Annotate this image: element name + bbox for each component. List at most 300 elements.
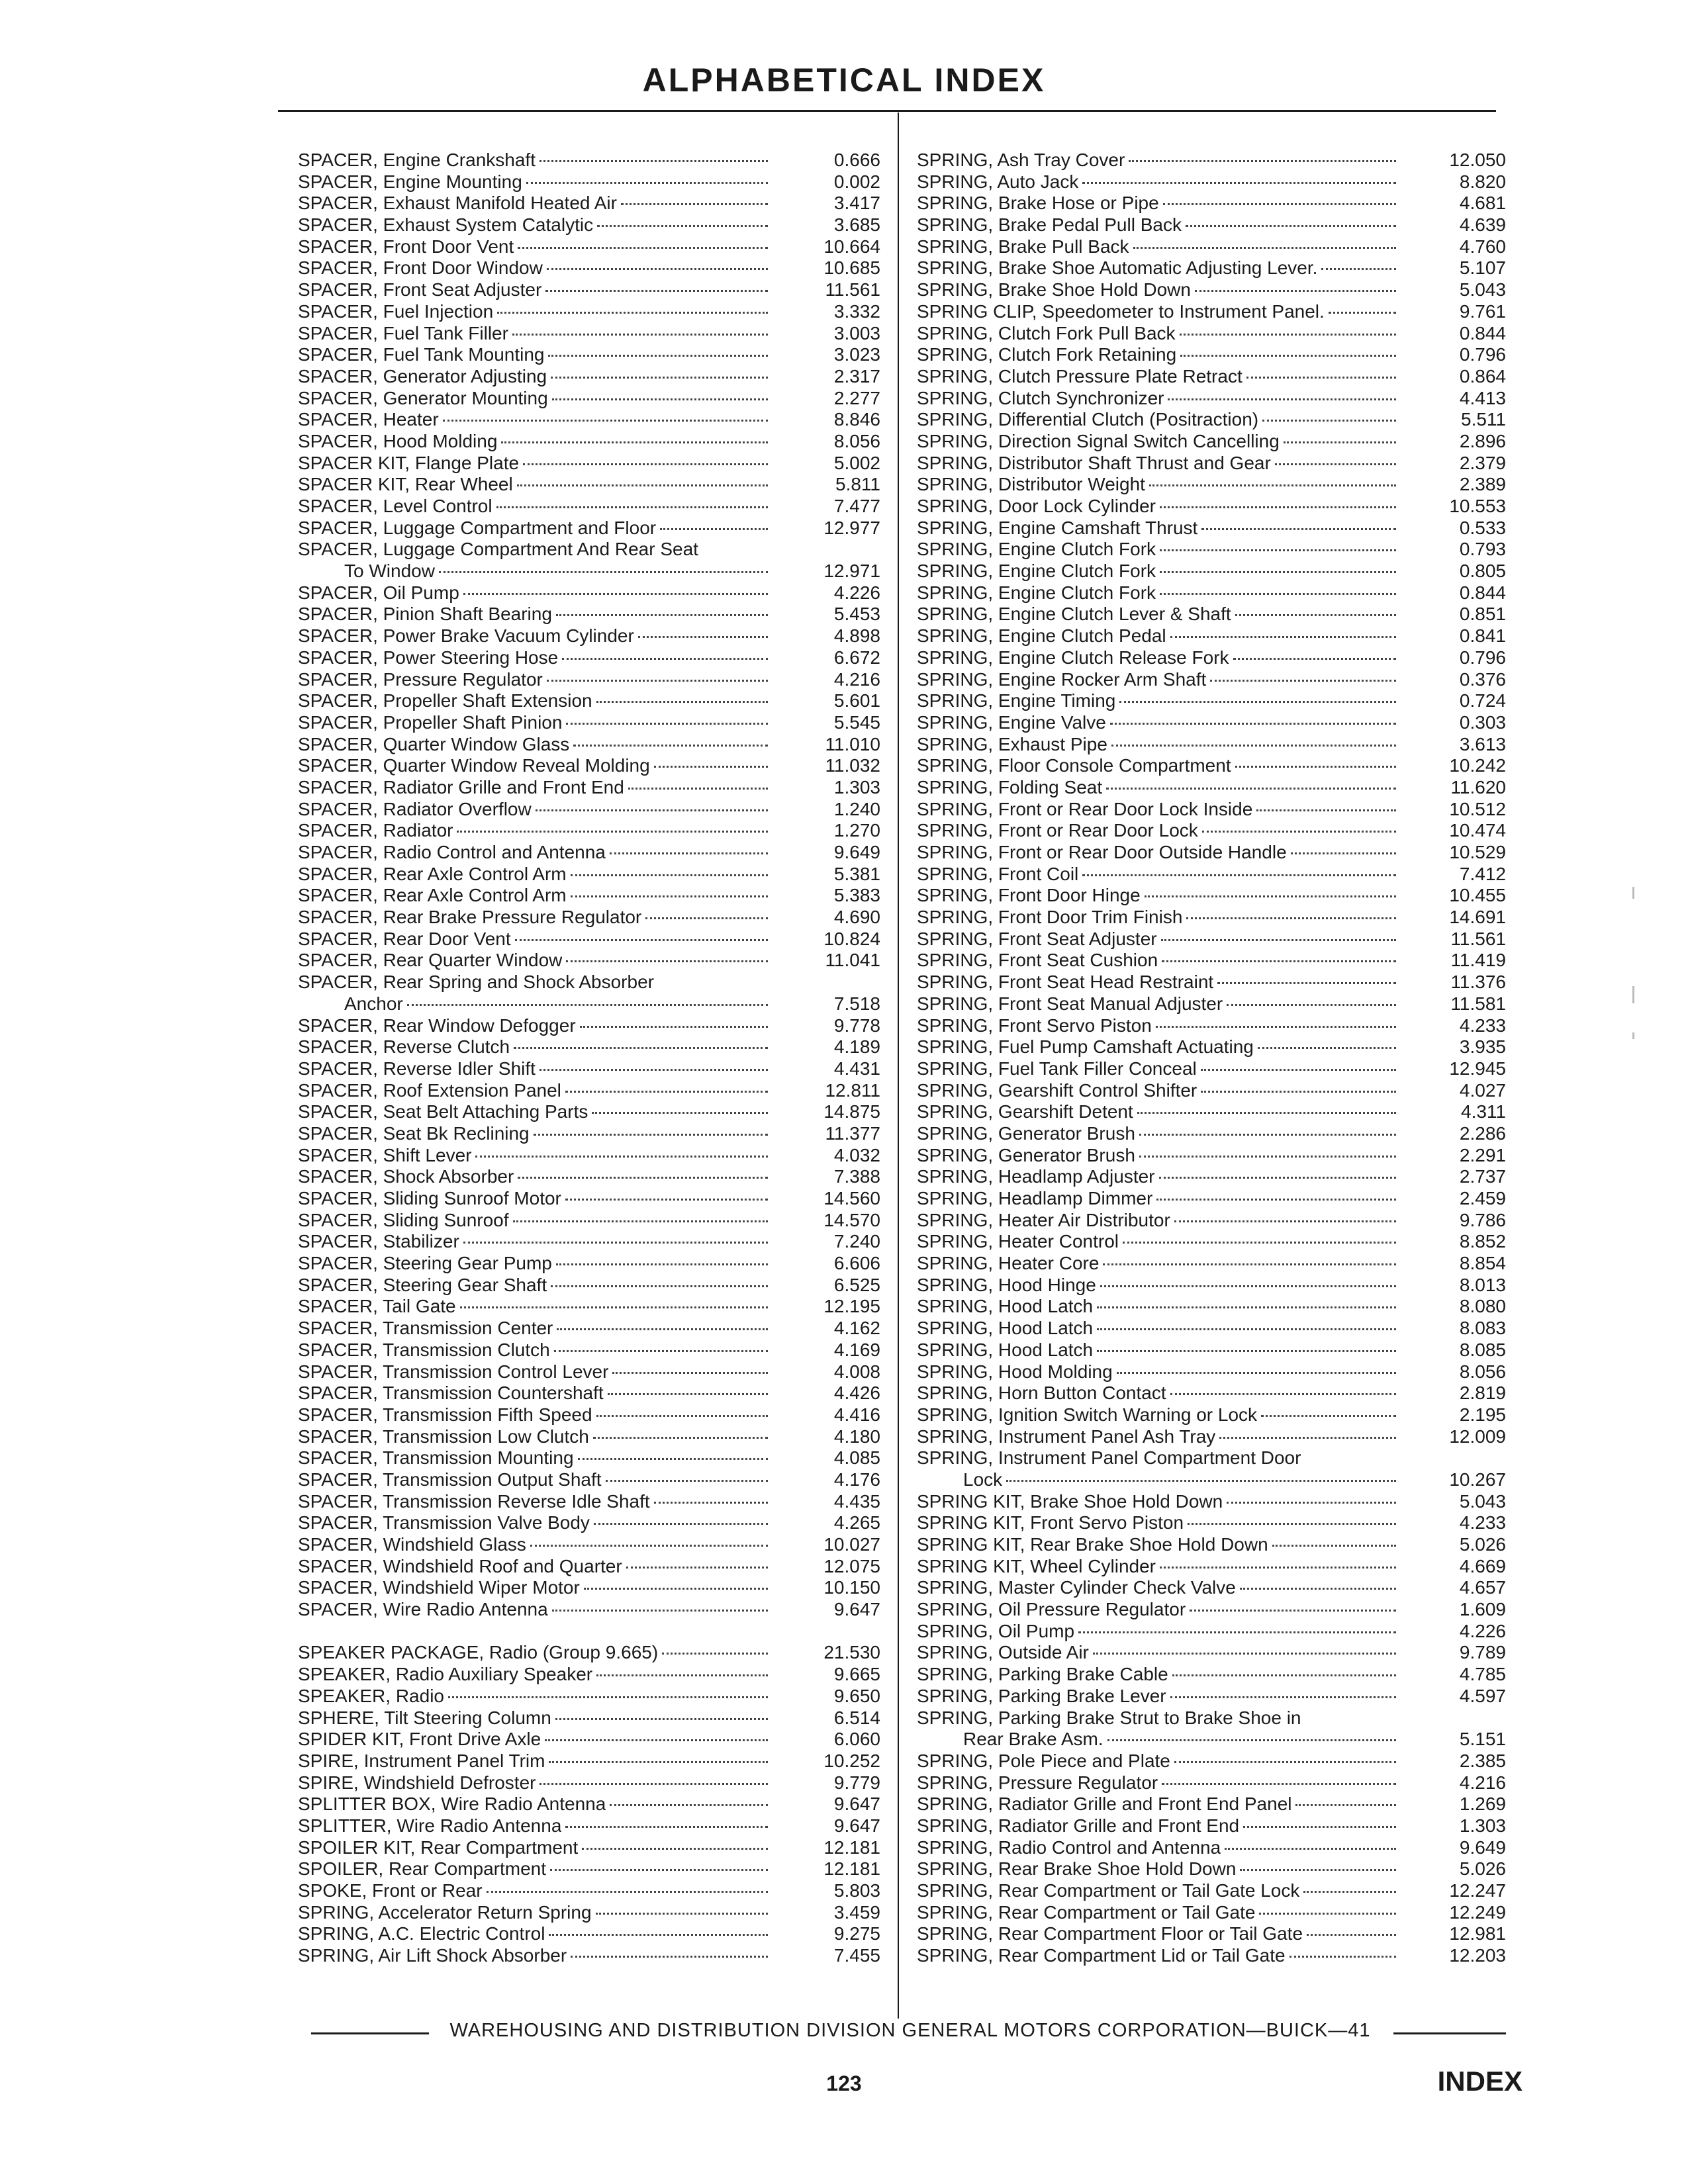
index-entry [917,1383,1506,1404]
index-entry-group-number: 10.027 [823,1534,880,1555]
dot-leader [547,680,768,682]
index-entry-name: SPRING, Rear Compartment Lid or Tail Gate [917,1945,1286,1966]
index-entry [298,1383,880,1404]
index-entry-group-number: 12.981 [1449,1923,1506,1944]
index-entry [298,1275,880,1297]
index-entry [917,1426,1506,1448]
dot-leader [1262,420,1396,422]
index-entry [298,1599,880,1621]
index-entry-group-number: 5.601 [833,690,880,711]
index-entry [298,301,880,323]
index-entry-group-number: 12.181 [823,1837,880,1858]
index-entry [917,236,1506,258]
index-entry [298,279,880,301]
index-entry-group-number: 4.176 [833,1469,880,1490]
dot-leader [1291,852,1396,854]
index-entry-group-number: 1.303 [833,776,880,797]
index-entry [917,1036,1506,1058]
index-entry-name: SPACER, Reverse Clutch [298,1036,510,1058]
index-entry-name: SPACER, Transmission Center [298,1318,553,1339]
dot-leader [660,528,768,530]
dot-leader [518,1177,768,1179]
index-entry-name: SPRING, Accelerator Return Spring [298,1901,592,1923]
index-entry-group-number: 12.249 [1449,1901,1506,1923]
index-entry [917,1275,1506,1297]
index-entry [298,1404,880,1426]
dot-leader [517,484,768,486]
dot-leader [1159,1177,1397,1179]
dot-leader [580,1026,768,1028]
index-entry-group-number: 10.529 [1449,842,1506,862]
dot-leader [1078,1631,1396,1633]
index-entry-name: SPRING, Ignition Switch Warning or Lock [917,1404,1258,1425]
dot-leader [1172,1674,1396,1676]
index-entry-group-number: 0.303 [1459,711,1506,733]
index-entry-name: SPRING, Parking Brake Lever [917,1685,1166,1706]
index-entry [298,496,880,518]
index-entry [917,518,1506,539]
index-entry-name: SPACER, Roof Extension Panel [298,1079,561,1101]
index-entry-group-number: 1.240 [833,798,880,819]
index-entry-group-number: 14.560 [823,1188,880,1208]
index-entry-name: SPACER, Pressure Regulator [298,668,543,690]
index-entry-name: SPACER, Quarter Window Reveal Molding [298,755,650,776]
index-entry-group-number: 9.649 [1459,1837,1506,1858]
index-entry-group-number: 0.002 [833,171,880,192]
index-entry [917,1404,1506,1426]
dot-leader [582,1848,768,1850]
index-entry [298,885,880,907]
index-column-left [298,150,880,1967]
dot-leader [562,658,768,660]
index-entry-group-number: 11.561 [1450,928,1506,949]
index-entry [298,625,880,647]
index-entry [917,777,1506,799]
index-entry-name: SPOKE, Front or Rear [298,1880,483,1901]
index-entry [917,1599,1506,1621]
index-entry [917,1556,1506,1578]
index-entry-name: SPRING, Floor Console Compartment [917,755,1231,776]
index-entry [298,518,880,539]
index-entry-name: SPRING, Brake Shoe Automatic Adjusting Lever. [917,257,1318,279]
index-entry-group-number: 9.665 [833,1664,880,1685]
dot-leader [1186,225,1396,227]
index-entry [917,734,1506,756]
index-entry-name: SPACER, Transmission Countershaft [298,1383,604,1404]
index-entry-group-number: 6.514 [833,1707,880,1728]
index-entry-name: SPRING, Gearshift Detent [917,1101,1133,1122]
dot-leader [539,160,768,162]
index-entry [298,1491,880,1513]
dot-leader [501,441,768,443]
index-entry [298,993,880,1015]
index-entry-name: SPRING, Engine Clutch Fork [917,539,1156,560]
index-entry [298,1426,880,1448]
dot-leader [556,1263,768,1265]
index-entry [917,1794,1506,1815]
index-entry [298,1036,880,1058]
index-entry-name: SPACER, Transmission Reverse Idle Shaft [298,1490,650,1512]
index-entry-name: SPACER, Rear Quarter Window [298,950,563,971]
index-entry-group-number: 0.844 [1459,322,1506,343]
index-entry-group-number: 11.581 [1450,993,1506,1014]
dot-leader [1111,745,1396,747]
index-entry [917,1751,1506,1772]
index-entry-name: SPEAKER, Radio [298,1685,444,1706]
dot-leader [578,1458,768,1460]
index-entry-name: SPOILER, Rear Compartment [298,1858,547,1880]
index-entry-group-number: 12.971 [823,561,880,582]
index-entry [298,344,880,366]
index-entry-name: SPRING, Engine Clutch Pedal [917,625,1166,647]
index-entry-name: SPACER, Fuel Injection [298,300,494,322]
index-entry-name: SPRING, A.C. Electric Control [298,1923,545,1944]
dot-leader [1303,1891,1396,1893]
index-entry-name: SPRING KIT, Rear Brake Shoe Hold Down [917,1534,1268,1555]
dot-leader [551,377,768,379]
index-entry-name: SPRING, Front Door Hinge [917,885,1141,906]
index-entry-name: SPACER, Seat Belt Attaching Parts [298,1101,588,1122]
index-entry-group-number: 4.760 [1459,236,1506,257]
index-entry [917,453,1506,475]
index-entry-name: SPRING, Outside Air [917,1642,1089,1663]
index-entry-group-number: 14.570 [823,1209,880,1230]
dot-leader [514,1047,768,1049]
dot-leader [1093,1653,1396,1655]
index-entry-group-number: 8.013 [1459,1274,1506,1295]
index-entry [917,1880,1506,1902]
index-entry [917,409,1506,431]
dot-leader [407,1004,768,1006]
dot-leader [1119,701,1396,703]
dot-leader [610,1804,768,1806]
index-entry [917,690,1506,712]
index-entry-group-number: 5.545 [833,711,880,733]
index-entry-group-number: 5.026 [1459,1858,1506,1880]
index-entry-name: SPRING, Radio Control and Antenna [917,1837,1221,1858]
index-entry-group-number: 11.377 [825,1122,880,1144]
dot-leader [526,182,768,184]
index-entry-name: SPACER, Propeller Shaft Extension [298,690,592,711]
index-entry-name: SPRING, Headlamp Adjuster [917,1166,1155,1187]
dot-leader [571,1956,768,1958]
dot-leader [1225,1848,1396,1850]
index-entry-name: Lock [963,1469,1003,1490]
dot-leader [1217,982,1396,984]
index-entry-name: SPRING CLIP, Speedometer to Instrument Panel. [917,300,1325,322]
index-entry-name: SPRING, Fuel Tank Filler Conceal [917,1058,1197,1079]
index-entry [298,323,880,345]
page-title: ALPHABETICAL INDEX [642,62,1046,99]
index-entry-name: SPRING, Hood Latch [917,1318,1094,1339]
index-entry [298,777,880,799]
index-entry [917,950,1506,972]
index-entry [917,279,1506,301]
index-entry [298,1361,880,1383]
index-entry [298,582,880,604]
index-entry-group-number: 11.041 [825,950,880,971]
index-entry-name: SPACER KIT, Rear Wheel [298,474,513,495]
index-entry [298,1145,880,1167]
index-entry-name: SPACER, Transmission Output Shaft [298,1469,602,1490]
dot-leader [571,874,768,876]
index-entry-name: SPACER, Tail Gate [298,1296,456,1317]
dot-leader [1110,723,1396,725]
dot-leader [596,1415,768,1417]
dot-leader [552,398,768,400]
index-entry-group-number: 9.649 [833,842,880,862]
title-rule [278,110,1496,112]
index-entry-group-number: 4.435 [833,1490,880,1512]
index-entry [298,1664,880,1686]
index-entry [917,431,1506,453]
index-entry-name: SPRING, Front or Rear Door Lock [917,820,1198,841]
index-entry-name: SPRING, Distributor Shaft Thrust and Gear [917,452,1271,473]
index-entry-name: SPACER, Oil Pump [298,582,459,603]
index-entry-group-number: 5.811 [835,474,880,495]
index-entry-name: SPRING, Clutch Fork Retaining [917,344,1177,365]
dot-leader [530,1545,768,1547]
dot-leader [1256,809,1396,811]
dot-leader [597,225,768,227]
dot-leader [1321,268,1396,270]
index-entry-name: SPACER, Shift Lever [298,1144,472,1165]
index-entry [917,1015,1506,1037]
index-entry [298,604,880,625]
dot-leader [1162,960,1396,962]
dot-leader [518,247,768,249]
dot-leader [565,1091,768,1093]
index-entry-group-number: 12.050 [1449,150,1506,170]
index-entry [298,539,880,561]
footer-text: WAREHOUSING AND DISTRIBUTION DIVISION GENERAL MOTORS CORPORATION—BUICK—41 [449,2020,1371,2041]
index-entry-group-number: 4.008 [833,1361,880,1382]
index-entry-name: SPRING KIT, Brake Shoe Hold Down [917,1490,1223,1512]
dot-leader [1261,1415,1396,1417]
index-gap [298,1621,880,1643]
footer-rule-left [311,2032,429,2034]
index-entry-group-number: 2.385 [1459,1750,1506,1771]
index-entry [917,344,1506,366]
dot-leader [463,1242,768,1244]
index-entry-name: To Window [344,561,435,582]
index-entry [917,366,1506,388]
dot-leader [596,1913,768,1915]
dot-leader [1097,1306,1396,1308]
index-entry [298,1945,880,1967]
index-entry-group-number: 2.819 [1459,1383,1506,1404]
dot-leader [534,1134,768,1136]
index-entry [917,1447,1506,1469]
index-entry [917,474,1506,496]
index-entry-name: SPRING, Brake Hose or Pipe [917,193,1159,214]
index-entry-group-number: 6.525 [833,1274,880,1295]
index-entry-group-number: 4.669 [1459,1555,1506,1576]
index-entry-group-number: 4.226 [1459,1620,1506,1641]
index-entry-group-number: 4.898 [833,625,880,647]
index-entry-group-number: 21.530 [823,1642,880,1663]
index-entry [917,907,1506,929]
index-entry-name: SPLITTER BOX, Wire Radio Antenna [298,1794,606,1815]
dot-leader [1160,571,1396,573]
dot-leader [1168,398,1396,400]
dot-leader [513,1220,768,1222]
dot-leader [1174,1761,1396,1763]
index-entry-name: SPACER, Generator Mounting [298,387,548,408]
dot-leader [638,636,768,638]
index-entry-name: SPACER, Windshield Glass [298,1534,526,1555]
index-entry [298,929,880,950]
index-entry-group-number: 10.824 [823,928,880,949]
index-entry [298,1880,880,1902]
index-entry-name: SPACER, Power Brake Vacuum Cylinder [298,625,634,647]
dot-leader [539,1783,768,1785]
dot-leader [608,1393,768,1395]
index-entry [917,1837,1506,1859]
index-entry-group-number: 2.379 [1459,452,1506,473]
index-entry-group-number: 12.009 [1449,1426,1506,1447]
index-entry-group-number: 4.416 [833,1404,880,1425]
dot-leader [1160,593,1396,595]
dot-leader [1082,874,1396,876]
index-entry [917,1621,1506,1643]
index-entry-name: SPRING, Instrument Panel Ash Tray [917,1426,1216,1447]
index-entry-group-number: 2.277 [833,387,880,408]
index-entry-name: SPRING, Horn Button Contact [917,1383,1166,1404]
index-entry-group-number: 11.376 [1450,972,1506,993]
index-entry [917,1686,1506,1707]
index-entry-name: SPRING, Headlamp Dimmer [917,1188,1153,1208]
index-entry-group-number: 11.010 [825,733,880,754]
index-entry-group-number: 3.685 [833,214,880,236]
dot-leader [1149,484,1396,486]
dot-leader [1006,1480,1396,1482]
index-entry-name: SPACER, Hood Molding [298,430,498,451]
dot-leader [1202,831,1396,833]
index-entry-group-number: 11.561 [825,279,880,300]
dot-leader [1137,1112,1396,1114]
index-entry [298,1902,880,1924]
index-entry-name: SPACER, Transmission Valve Body [298,1512,590,1533]
dot-leader [1156,1026,1396,1028]
index-entry [917,1512,1506,1534]
index-entry [917,171,1506,193]
dot-leader [1174,1220,1396,1222]
index-entry-name: SPACER, Engine Crankshaft [298,150,536,170]
index-entry-group-number: 10.242 [1449,755,1506,776]
index-entry [298,214,880,236]
dot-leader [1235,766,1396,768]
index-entry-group-number: 4.413 [1459,387,1506,408]
dot-leader [594,1523,768,1525]
index-entry-group-number: 11.419 [1450,950,1506,971]
index-entry [917,1469,1506,1491]
index-entry-name: SPOILER KIT, Rear Compartment [298,1837,579,1858]
index-entry-name: SPACER, Radiator [298,820,453,841]
index-entry-group-number: 5.803 [833,1880,880,1901]
index-entry-name: SPRING, Heater Air Distributor [917,1209,1170,1230]
scan-speck [1632,986,1634,1003]
index-entry-name: SPRING, Radiator Grille and Front End [917,1815,1240,1836]
index-entry [298,1080,880,1102]
index-entry-name: SPACER, Front Door Window [298,257,543,279]
dot-leader [539,1069,768,1071]
dot-leader [550,1869,768,1871]
dot-leader [545,1739,768,1741]
index-entry-name: SPRING, Pressure Regulator [917,1772,1158,1793]
index-entry-group-number: 10.252 [823,1750,880,1771]
dot-leader [460,1306,768,1308]
dot-leader [593,1437,768,1439]
dot-leader [645,917,768,919]
index-entry [917,561,1506,582]
dot-leader [548,355,768,357]
index-entry [917,1664,1506,1686]
dot-leader [1272,1545,1396,1547]
index-entry-group-number: 7.477 [833,496,880,516]
index-entry [298,1794,880,1815]
index-entry [917,1296,1506,1318]
index-entry-group-number: 0.805 [1459,561,1506,582]
dot-leader [1201,528,1396,530]
dot-leader [1160,1567,1396,1569]
dot-leader [1188,1523,1396,1525]
index-entry [298,1101,880,1123]
index-entry-name: SPRING, Fuel Pump Camshaft Actuating [917,1036,1254,1058]
index-entry-name: SPACER, Level Control [298,496,492,516]
index-entry-group-number: 0.793 [1459,539,1506,560]
dot-leader [1201,1091,1396,1093]
index-entry-group-number: 12.195 [823,1296,880,1317]
index-entry [917,1340,1506,1361]
index-entry [917,193,1506,214]
index-entry [298,820,880,842]
index-entry [917,1491,1506,1513]
dot-leader [457,831,768,833]
index-entry-group-number: 9.786 [1459,1209,1506,1230]
dot-leader [439,571,768,573]
index-entry-name: SPRING, Clutch Synchronizer [917,387,1164,408]
index-entry [917,712,1506,734]
index-entry-group-number: 9.789 [1459,1642,1506,1663]
index-entry-group-number: 4.180 [833,1426,880,1447]
index-entry-name: SPACER, Power Steering Hose [298,647,559,668]
index-entry [917,1642,1506,1664]
index-entry-name: SPRING, Clutch Pressure Plate Retract [917,365,1243,387]
index-entry-group-number: 12.181 [823,1858,880,1880]
dot-leader [515,939,768,941]
index-entry-name: SPRING, Oil Pump [917,1620,1075,1641]
index-entry [298,1686,880,1707]
index-entry [917,582,1506,604]
dot-leader [1295,1804,1396,1806]
index-entry-group-number: 9.647 [833,1815,880,1836]
index-entry-group-number: 0.796 [1459,647,1506,668]
index-entry-name: SPRING, Engine Timing [917,690,1116,711]
index-entry-group-number: 10.267 [1449,1469,1506,1490]
dot-leader [1190,1610,1396,1612]
index-entry-name: SPRING, Engine Clutch Fork [917,561,1156,582]
index-entry-name: SPRING, Air Lift Shock Absorber [298,1945,567,1966]
dot-leader [1227,1502,1396,1504]
page-number: 123 [826,2071,862,2095]
index-entry-group-number: 8.820 [1459,171,1506,192]
index-entry [298,1231,880,1253]
index-entry-group-number: 9.275 [833,1923,880,1944]
index-entry-group-number: 2.291 [1459,1144,1506,1165]
index-entry-name: SPRING, Folding Seat [917,776,1103,797]
index-entry-group-number: 4.233 [1459,1512,1506,1533]
